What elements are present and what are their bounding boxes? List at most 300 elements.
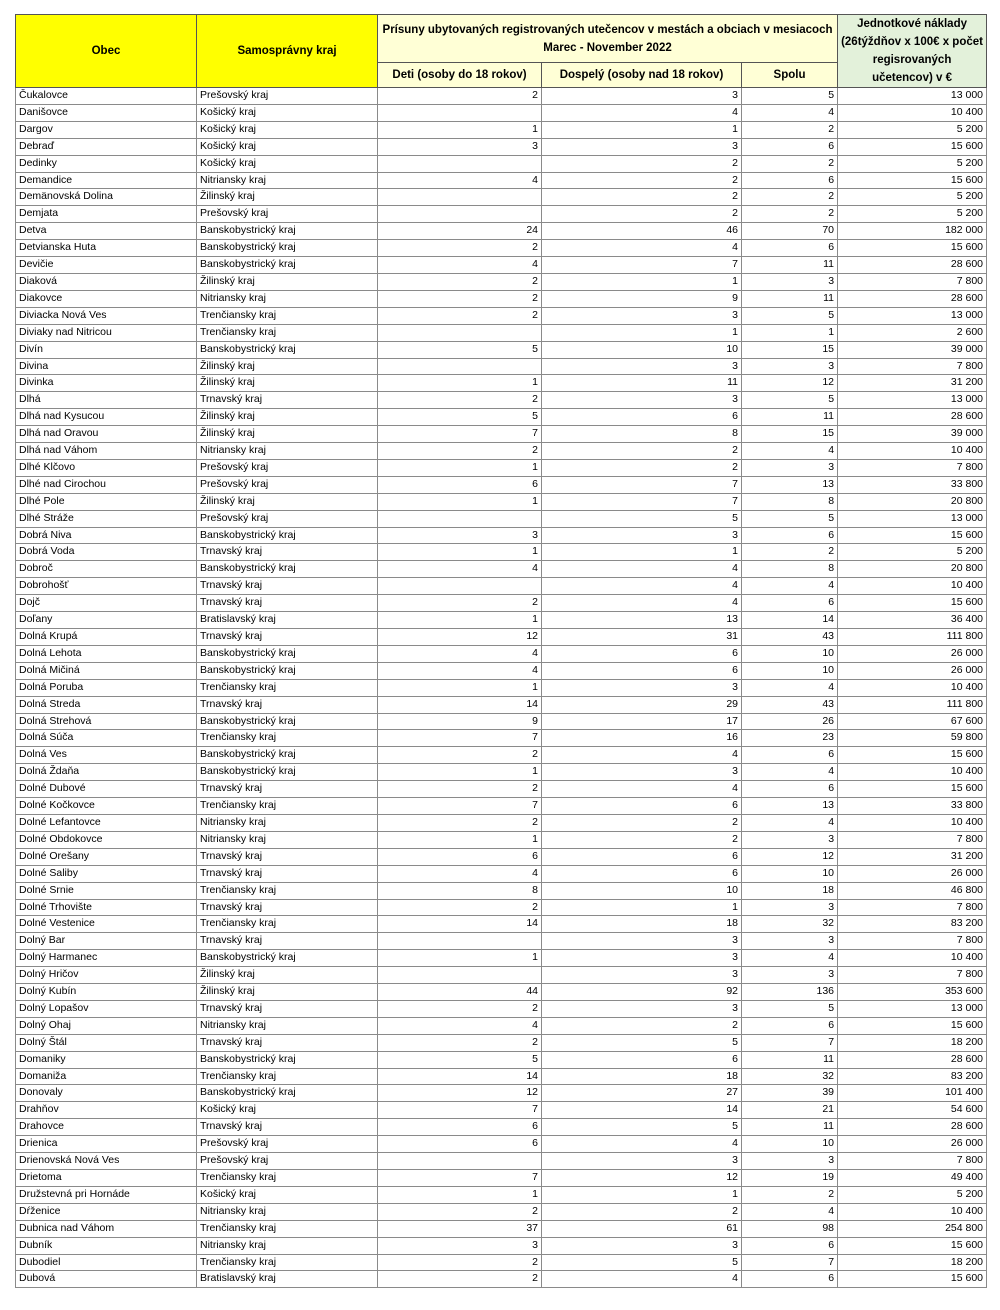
cell-spolu: 11 bbox=[742, 257, 838, 274]
cell-deti: 24 bbox=[378, 223, 542, 240]
table-row bbox=[16, 1068, 987, 1085]
cell-kraj: Banskobystrický kraj bbox=[197, 713, 378, 730]
cell-naklady: 83 200 bbox=[838, 916, 987, 933]
cell-obec: Dlhá nad Váhom bbox=[16, 443, 197, 460]
cell-kraj: Bratislavský kraj bbox=[197, 612, 378, 629]
cell-deti: 7 bbox=[378, 1102, 542, 1119]
cell-deti: 14 bbox=[378, 916, 542, 933]
cell-spolu: 3 bbox=[742, 1153, 838, 1170]
cell-naklady: 13 000 bbox=[838, 1000, 987, 1017]
cell-kraj: Košický kraj bbox=[197, 155, 378, 172]
cell-naklady: 18 200 bbox=[838, 1034, 987, 1051]
cell-naklady: 20 800 bbox=[838, 493, 987, 510]
cell-spolu: 98 bbox=[742, 1220, 838, 1237]
cell-dospeli: 2 bbox=[542, 189, 742, 206]
cell-dospeli: 2 bbox=[542, 459, 742, 476]
cell-spolu: 3 bbox=[742, 273, 838, 290]
cell-naklady: 10 400 bbox=[838, 1203, 987, 1220]
cell-naklady: 5 200 bbox=[838, 544, 987, 561]
cell-kraj: Nitriansky kraj bbox=[197, 1237, 378, 1254]
cell-naklady: 10 400 bbox=[838, 814, 987, 831]
cell-kraj: Trnavský kraj bbox=[197, 629, 378, 646]
cell-dospeli: 2 bbox=[542, 831, 742, 848]
cell-obec: Dobrá Niva bbox=[16, 527, 197, 544]
table-row bbox=[16, 1136, 987, 1153]
cell-dospeli: 4 bbox=[542, 1136, 742, 1153]
cell-kraj: Trnavský kraj bbox=[197, 544, 378, 561]
cell-dospeli: 6 bbox=[542, 865, 742, 882]
cell-dospeli: 3 bbox=[542, 1000, 742, 1017]
cell-spolu: 2 bbox=[742, 1186, 838, 1203]
table-row bbox=[16, 307, 987, 324]
cell-spolu: 10 bbox=[742, 662, 838, 679]
cell-dospeli: 4 bbox=[542, 1271, 742, 1288]
cell-deti: 2 bbox=[378, 443, 542, 460]
cell-obec: Dlhá nad Kysucou bbox=[16, 409, 197, 426]
table-row bbox=[16, 273, 987, 290]
cell-naklady: 2 600 bbox=[838, 324, 987, 341]
cell-deti: 5 bbox=[378, 1051, 542, 1068]
cell-spolu: 11 bbox=[742, 1119, 838, 1136]
cell-kraj: Žilinský kraj bbox=[197, 273, 378, 290]
table-row bbox=[16, 155, 987, 172]
cell-dospeli: 1 bbox=[542, 121, 742, 138]
cell-dospeli: 27 bbox=[542, 1085, 742, 1102]
cell-dospeli: 5 bbox=[542, 1254, 742, 1271]
table-row bbox=[16, 662, 987, 679]
cell-obec: Dobroč bbox=[16, 561, 197, 578]
table-row bbox=[16, 1051, 987, 1068]
cell-obec: Divín bbox=[16, 341, 197, 358]
cell-kraj: Nitriansky kraj bbox=[197, 172, 378, 189]
table-row bbox=[16, 172, 987, 189]
cell-kraj: Prešovský kraj bbox=[197, 476, 378, 493]
cell-deti: 2 bbox=[378, 392, 542, 409]
cell-naklady: 13 000 bbox=[838, 307, 987, 324]
cell-deti: 2 bbox=[378, 1271, 542, 1288]
cell-naklady: 5 200 bbox=[838, 189, 987, 206]
cell-naklady: 7 800 bbox=[838, 358, 987, 375]
table-row bbox=[16, 781, 987, 798]
cell-kraj: Trnavský kraj bbox=[197, 848, 378, 865]
table-row bbox=[16, 713, 987, 730]
cell-deti: 9 bbox=[378, 713, 542, 730]
cell-obec: Dubník bbox=[16, 1237, 197, 1254]
cell-spolu: 6 bbox=[742, 1271, 838, 1288]
cell-kraj: Košický kraj bbox=[197, 104, 378, 121]
cell-deti: 12 bbox=[378, 1085, 542, 1102]
cell-dospeli: 1 bbox=[542, 273, 742, 290]
cell-dospeli: 7 bbox=[542, 493, 742, 510]
cell-naklady: 15 600 bbox=[838, 240, 987, 257]
table-row bbox=[16, 595, 987, 612]
cell-dospeli: 2 bbox=[542, 1017, 742, 1034]
table-row bbox=[16, 121, 987, 138]
cell-spolu: 18 bbox=[742, 882, 838, 899]
cell-deti: 7 bbox=[378, 426, 542, 443]
cell-dospeli: 3 bbox=[542, 1153, 742, 1170]
cell-kraj: Banskobystrický kraj bbox=[197, 240, 378, 257]
cell-spolu: 23 bbox=[742, 730, 838, 747]
cell-kraj: Trnavský kraj bbox=[197, 865, 378, 882]
cell-kraj: Trenčiansky kraj bbox=[197, 798, 378, 815]
cell-spolu: 136 bbox=[742, 984, 838, 1001]
cell-obec: Dolná Poruba bbox=[16, 679, 197, 696]
cell-kraj: Banskobystrický kraj bbox=[197, 561, 378, 578]
table-row bbox=[16, 696, 987, 713]
cell-kraj: Trenčiansky kraj bbox=[197, 730, 378, 747]
cell-dospeli: 10 bbox=[542, 341, 742, 358]
table-row bbox=[16, 865, 987, 882]
cell-kraj: Trnavský kraj bbox=[197, 578, 378, 595]
cell-spolu: 43 bbox=[742, 696, 838, 713]
cell-obec: Dolné Dubové bbox=[16, 781, 197, 798]
cell-kraj: Trnavský kraj bbox=[197, 696, 378, 713]
cell-kraj: Žilinský kraj bbox=[197, 409, 378, 426]
cell-naklady: 15 600 bbox=[838, 527, 987, 544]
cell-naklady: 33 800 bbox=[838, 798, 987, 815]
cell-obec: Dolná Ves bbox=[16, 747, 197, 764]
cell-dospeli: 3 bbox=[542, 392, 742, 409]
cell-naklady: 39 000 bbox=[838, 341, 987, 358]
cell-deti: 1 bbox=[378, 1186, 542, 1203]
cell-dospeli: 2 bbox=[542, 155, 742, 172]
cell-spolu: 11 bbox=[742, 290, 838, 307]
cell-obec: Dolné Lefantovce bbox=[16, 814, 197, 831]
cell-kraj: Žilinský kraj bbox=[197, 493, 378, 510]
cell-kraj: Banskobystrický kraj bbox=[197, 1051, 378, 1068]
cell-naklady: 7 800 bbox=[838, 967, 987, 984]
cell-obec: Detva bbox=[16, 223, 197, 240]
cell-kraj: Trnavský kraj bbox=[197, 899, 378, 916]
table-row bbox=[16, 1119, 987, 1136]
cell-deti: 1 bbox=[378, 493, 542, 510]
cell-kraj: Banskobystrický kraj bbox=[197, 645, 378, 662]
cell-dospeli: 3 bbox=[542, 967, 742, 984]
cell-deti: 2 bbox=[378, 273, 542, 290]
cell-obec: Dolná Ždaňa bbox=[16, 764, 197, 781]
cell-obec: Dolné Kočkovce bbox=[16, 798, 197, 815]
cell-dospeli: 18 bbox=[542, 916, 742, 933]
cell-spolu: 4 bbox=[742, 679, 838, 696]
cell-kraj: Nitriansky kraj bbox=[197, 1017, 378, 1034]
table-row bbox=[16, 240, 987, 257]
cell-spolu: 39 bbox=[742, 1085, 838, 1102]
cell-kraj: Trenčiansky kraj bbox=[197, 1068, 378, 1085]
table-row bbox=[16, 290, 987, 307]
table-row bbox=[16, 1085, 987, 1102]
cell-deti: 4 bbox=[378, 662, 542, 679]
cell-kraj: Bratislavský kraj bbox=[197, 1271, 378, 1288]
cell-dospeli: 3 bbox=[542, 358, 742, 375]
cell-kraj: Žilinský kraj bbox=[197, 426, 378, 443]
cell-deti: 1 bbox=[378, 764, 542, 781]
cell-obec: Dolný Lopašov bbox=[16, 1000, 197, 1017]
cell-naklady: 10 400 bbox=[838, 764, 987, 781]
cell-dospeli: 4 bbox=[542, 781, 742, 798]
cell-obec: Domaniža bbox=[16, 1068, 197, 1085]
cell-deti: 2 bbox=[378, 240, 542, 257]
cell-naklady: 31 200 bbox=[838, 848, 987, 865]
table-row bbox=[16, 476, 987, 493]
cell-dospeli: 1 bbox=[542, 1186, 742, 1203]
cell-obec: Dubová bbox=[16, 1271, 197, 1288]
cell-deti: 12 bbox=[378, 629, 542, 646]
header-spolu: Spolu bbox=[742, 63, 838, 88]
cell-naklady: 26 000 bbox=[838, 662, 987, 679]
table-row bbox=[16, 798, 987, 815]
cell-kraj: Banskobystrický kraj bbox=[197, 747, 378, 764]
cell-kraj: Košický kraj bbox=[197, 1102, 378, 1119]
cell-kraj: Trnavský kraj bbox=[197, 1119, 378, 1136]
cell-dospeli: 61 bbox=[542, 1220, 742, 1237]
cell-spolu: 13 bbox=[742, 798, 838, 815]
table-row bbox=[16, 341, 987, 358]
table-row bbox=[16, 1237, 987, 1254]
cell-deti bbox=[378, 578, 542, 595]
cell-deti: 2 bbox=[378, 899, 542, 916]
cell-dospeli: 4 bbox=[542, 104, 742, 121]
cell-naklady: 49 400 bbox=[838, 1170, 987, 1187]
cell-obec: Domaniky bbox=[16, 1051, 197, 1068]
cell-spolu: 4 bbox=[742, 443, 838, 460]
cell-obec: Dolný Kubín bbox=[16, 984, 197, 1001]
cell-kraj: Trnavský kraj bbox=[197, 933, 378, 950]
table-row bbox=[16, 984, 987, 1001]
cell-naklady: 18 200 bbox=[838, 1254, 987, 1271]
cell-obec: Dolné Trhovište bbox=[16, 899, 197, 916]
cell-obec: Dolná Strehová bbox=[16, 713, 197, 730]
cell-deti: 2 bbox=[378, 747, 542, 764]
cell-deti: 5 bbox=[378, 409, 542, 426]
cell-deti: 2 bbox=[378, 781, 542, 798]
cell-dospeli: 1 bbox=[542, 324, 742, 341]
cell-naklady: 182 000 bbox=[838, 223, 987, 240]
cell-kraj: Trenčiansky kraj bbox=[197, 307, 378, 324]
cell-dospeli: 6 bbox=[542, 848, 742, 865]
cell-deti: 7 bbox=[378, 798, 542, 815]
cell-obec: Dojč bbox=[16, 595, 197, 612]
cell-kraj: Žilinský kraj bbox=[197, 358, 378, 375]
cell-deti: 14 bbox=[378, 696, 542, 713]
cell-dospeli: 2 bbox=[542, 814, 742, 831]
table-row bbox=[16, 950, 987, 967]
cell-dospeli: 31 bbox=[542, 629, 742, 646]
cell-obec: Drahovce bbox=[16, 1119, 197, 1136]
table-row bbox=[16, 257, 987, 274]
table-row bbox=[16, 324, 987, 341]
cell-deti: 4 bbox=[378, 561, 542, 578]
cell-spolu: 19 bbox=[742, 1170, 838, 1187]
cell-naklady: 36 400 bbox=[838, 612, 987, 629]
cell-obec: Dolná Mičiná bbox=[16, 662, 197, 679]
cell-deti: 4 bbox=[378, 645, 542, 662]
cell-spolu: 1 bbox=[742, 324, 838, 341]
cell-kraj: Košický kraj bbox=[197, 138, 378, 155]
cell-spolu: 6 bbox=[742, 240, 838, 257]
cell-naklady: 111 800 bbox=[838, 629, 987, 646]
cell-kraj: Trnavský kraj bbox=[197, 1034, 378, 1051]
cell-spolu: 3 bbox=[742, 358, 838, 375]
cell-dospeli: 3 bbox=[542, 88, 742, 105]
table-row bbox=[16, 1254, 987, 1271]
cell-dospeli: 5 bbox=[542, 510, 742, 527]
cell-naklady: 28 600 bbox=[838, 1119, 987, 1136]
cell-naklady: 15 600 bbox=[838, 747, 987, 764]
cell-naklady: 20 800 bbox=[838, 561, 987, 578]
cell-deti: 6 bbox=[378, 1119, 542, 1136]
cell-kraj: Trenčiansky kraj bbox=[197, 1170, 378, 1187]
cell-dospeli: 17 bbox=[542, 713, 742, 730]
table-row bbox=[16, 1017, 987, 1034]
table-row bbox=[16, 679, 987, 696]
cell-dospeli: 3 bbox=[542, 138, 742, 155]
cell-kraj: Banskobystrický kraj bbox=[197, 1085, 378, 1102]
cell-spolu: 2 bbox=[742, 121, 838, 138]
cell-spolu: 3 bbox=[742, 831, 838, 848]
table-row bbox=[16, 88, 987, 105]
cell-spolu: 32 bbox=[742, 1068, 838, 1085]
cell-obec: Dubnica nad Váhom bbox=[16, 1220, 197, 1237]
cell-spolu: 4 bbox=[742, 104, 838, 121]
cell-naklady: 13 000 bbox=[838, 510, 987, 527]
cell-deti bbox=[378, 967, 542, 984]
table-row bbox=[16, 459, 987, 476]
cell-kraj: Trenčiansky kraj bbox=[197, 1254, 378, 1271]
cell-spolu: 15 bbox=[742, 341, 838, 358]
table-row bbox=[16, 967, 987, 984]
cell-obec: Dlhá nad Oravou bbox=[16, 426, 197, 443]
cell-obec: Dobrohošť bbox=[16, 578, 197, 595]
cell-spolu: 3 bbox=[742, 459, 838, 476]
cell-naklady: 10 400 bbox=[838, 950, 987, 967]
cell-obec: Diviacka Nová Ves bbox=[16, 307, 197, 324]
table-row bbox=[16, 426, 987, 443]
table-header bbox=[16, 15, 987, 88]
cell-naklady: 15 600 bbox=[838, 1017, 987, 1034]
cell-deti: 2 bbox=[378, 88, 542, 105]
table-row bbox=[16, 916, 987, 933]
cell-naklady: 7 800 bbox=[838, 831, 987, 848]
cell-obec: Dolné Obdokovce bbox=[16, 831, 197, 848]
cell-dospeli: 3 bbox=[542, 950, 742, 967]
cell-spolu: 6 bbox=[742, 595, 838, 612]
cell-naklady: 33 800 bbox=[838, 476, 987, 493]
cell-spolu: 4 bbox=[742, 1203, 838, 1220]
table-row bbox=[16, 544, 987, 561]
cell-kraj: Nitriansky kraj bbox=[197, 443, 378, 460]
table-row bbox=[16, 1153, 987, 1170]
cell-spolu: 2 bbox=[742, 189, 838, 206]
table-row bbox=[16, 358, 987, 375]
cell-obec: Drienica bbox=[16, 1136, 197, 1153]
cell-spolu: 10 bbox=[742, 865, 838, 882]
cell-spolu: 2 bbox=[742, 544, 838, 561]
cell-deti bbox=[378, 104, 542, 121]
cell-kraj: Žilinský kraj bbox=[197, 967, 378, 984]
table-row bbox=[16, 1000, 987, 1017]
cell-spolu: 6 bbox=[742, 747, 838, 764]
cell-obec: Divinka bbox=[16, 375, 197, 392]
cell-kraj: Prešovský kraj bbox=[197, 1153, 378, 1170]
cell-deti: 3 bbox=[378, 527, 542, 544]
cell-spolu: 7 bbox=[742, 1254, 838, 1271]
cell-dospeli: 12 bbox=[542, 1170, 742, 1187]
cell-obec: Diakovce bbox=[16, 290, 197, 307]
cell-spolu: 11 bbox=[742, 1051, 838, 1068]
cell-dospeli: 3 bbox=[542, 764, 742, 781]
cell-dospeli: 6 bbox=[542, 409, 742, 426]
cell-deti: 6 bbox=[378, 476, 542, 493]
cell-deti: 2 bbox=[378, 814, 542, 831]
cell-naklady: 353 600 bbox=[838, 984, 987, 1001]
cell-kraj: Košický kraj bbox=[197, 121, 378, 138]
cell-deti: 2 bbox=[378, 1254, 542, 1271]
cell-kraj: Trenčiansky kraj bbox=[197, 916, 378, 933]
header-naklady: Jednotkové náklady (26týždňov x 100€ x počet regisrovaných učetencov) v € bbox=[838, 15, 987, 88]
cell-obec: Dolná Súča bbox=[16, 730, 197, 747]
cell-kraj: Prešovský kraj bbox=[197, 88, 378, 105]
cell-spolu: 7 bbox=[742, 1034, 838, 1051]
cell-spolu: 5 bbox=[742, 392, 838, 409]
cell-naklady: 46 800 bbox=[838, 882, 987, 899]
cell-deti: 3 bbox=[378, 1237, 542, 1254]
cell-obec: Dolný Bar bbox=[16, 933, 197, 950]
cell-kraj: Trenčiansky kraj bbox=[197, 679, 378, 696]
table-row bbox=[16, 189, 987, 206]
cell-spolu: 12 bbox=[742, 375, 838, 392]
table-row bbox=[16, 612, 987, 629]
cell-obec: Dlhé Stráže bbox=[16, 510, 197, 527]
cell-deti: 2 bbox=[378, 1203, 542, 1220]
cell-deti: 5 bbox=[378, 341, 542, 358]
cell-deti: 2 bbox=[378, 1034, 542, 1051]
table-row bbox=[16, 375, 987, 392]
cell-deti: 6 bbox=[378, 848, 542, 865]
cell-kraj: Prešovský kraj bbox=[197, 510, 378, 527]
cell-spolu: 6 bbox=[742, 527, 838, 544]
cell-spolu: 14 bbox=[742, 612, 838, 629]
cell-naklady: 15 600 bbox=[838, 1237, 987, 1254]
cell-kraj: Banskobystrický kraj bbox=[197, 764, 378, 781]
cell-dospeli: 3 bbox=[542, 527, 742, 544]
cell-dospeli: 92 bbox=[542, 984, 742, 1001]
table-row bbox=[16, 1170, 987, 1187]
table-row bbox=[16, 645, 987, 662]
cell-kraj: Nitriansky kraj bbox=[197, 814, 378, 831]
cell-spolu: 8 bbox=[742, 561, 838, 578]
cell-dospeli: 2 bbox=[542, 172, 742, 189]
table-body bbox=[16, 88, 987, 1288]
cell-naklady: 7 800 bbox=[838, 1153, 987, 1170]
cell-naklady: 83 200 bbox=[838, 1068, 987, 1085]
cell-obec: Dolné Orešany bbox=[16, 848, 197, 865]
cell-naklady: 13 000 bbox=[838, 392, 987, 409]
cell-kraj: Banskobystrický kraj bbox=[197, 341, 378, 358]
cell-dospeli: 11 bbox=[542, 375, 742, 392]
cell-obec: Devičie bbox=[16, 257, 197, 274]
table-row bbox=[16, 730, 987, 747]
table-row bbox=[16, 848, 987, 865]
cell-dospeli: 1 bbox=[542, 544, 742, 561]
cell-dospeli: 4 bbox=[542, 595, 742, 612]
cell-dospeli: 29 bbox=[542, 696, 742, 713]
cell-spolu: 5 bbox=[742, 307, 838, 324]
cell-deti: 2 bbox=[378, 290, 542, 307]
cell-dospeli: 2 bbox=[542, 443, 742, 460]
cell-kraj: Trenčiansky kraj bbox=[197, 882, 378, 899]
cell-dospeli: 13 bbox=[542, 612, 742, 629]
